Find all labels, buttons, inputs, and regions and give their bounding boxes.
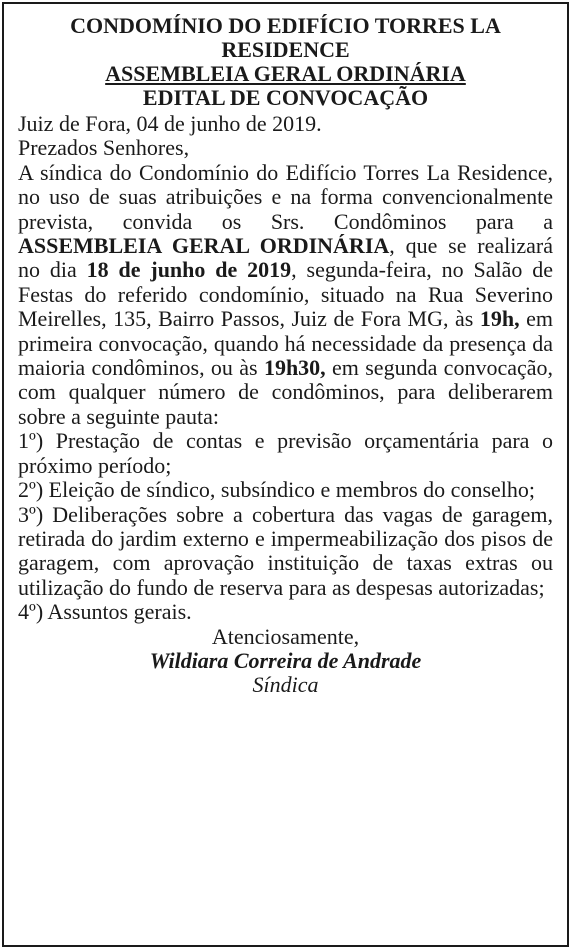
intro-text-5: em segunda convocação, com qualquer número de condôminos, para deliberarem sobre a seguinte pauta:	[18, 355, 553, 429]
date-line: Juiz de Fora, 04 de junho de 2019.	[18, 111, 322, 136]
intro-paragraph	[18, 161, 553, 429]
intro-text-4: em primeira convocação, quando há necessidade da presença da maioria condôminos, ou às	[18, 306, 553, 381]
condominium-title-line1: CONDOMÍNIO DO EDIFÍCIO TORRES LA	[70, 13, 501, 38]
agenda-item-1: 1º) Prestação de contas e previsão orçamentária para o próximo período;	[18, 428, 553, 478]
signer-name: Wildiara Correira de Andrade	[149, 647, 422, 673]
intro-text-1: A síndica do Condomínio do Edifício Torres La Residence, no uso de suas atribuições e na forma convencionalmente prevista, convida os Srs. Condôminos para a	[18, 159, 553, 234]
greeting: Prezados Senhores,	[18, 135, 190, 161]
assembly-title-text: ASSEMBLEIA GERAL ORDINÁRIA	[105, 61, 466, 86]
intro-bold-time1: 19h,	[479, 306, 520, 332]
intro-text-3: , segunda-feira, no Salão de Festas do referido condomínio, situado na Rua Severino Meirelles, 135, Bairro Passos, Juiz de Fora MG, às	[18, 257, 553, 332]
assembly-title	[18, 62, 553, 86]
condominium-title-line2: RESIDENCE	[221, 37, 350, 62]
convocation-notice	[2, 2, 569, 947]
condominium-title	[18, 14, 553, 62]
intro-bold-date: 18 de junho de 2019	[86, 257, 292, 283]
intro-text-2: , que se realizará no dia	[18, 233, 553, 283]
intro-bold-assembly: ASSEMBLEIA GERAL ORDINÁRIA	[18, 233, 390, 259]
agenda-item-4: 4º) Assuntos gerais.	[18, 599, 192, 625]
salutation: Atenciosamente,	[211, 623, 360, 649]
agenda-item-3: 3º) Deliberações sobre a cobertura das vagas de garagem, retirada do jardim externo e impermeabilização dos pisos de garagem, com aprovação instituição de taxas extras ou utilização do fundo de reserva para as despesas autorizadas;	[18, 501, 553, 600]
signer-role: Síndica	[252, 672, 319, 698]
edital-title	[18, 86, 553, 110]
agenda-item-2: 2º) Eleição de síndico, subsíndico e membros do conselho;	[18, 477, 535, 503]
edital-title-text: EDITAL DE CONVOCAÇÃO	[142, 85, 429, 110]
intro-bold-time2: 19h30,	[263, 355, 326, 381]
